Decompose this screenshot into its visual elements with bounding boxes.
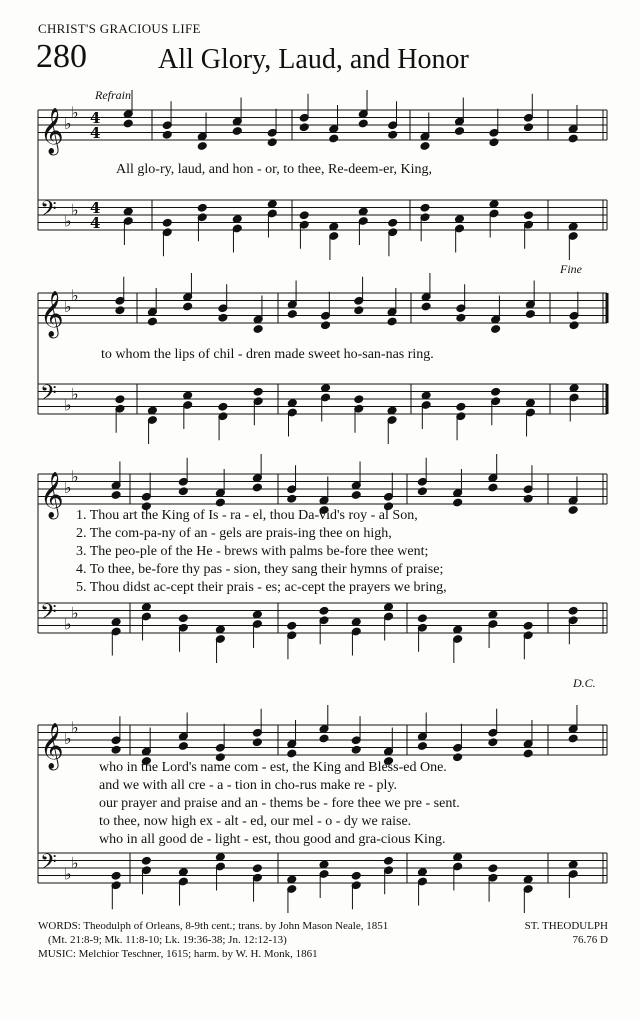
flat-icon: ♭ [64, 729, 72, 748]
note-head [115, 306, 125, 315]
note-head [329, 134, 339, 143]
note-head [387, 317, 397, 326]
flat-icon: ♭ [71, 102, 79, 122]
refrain-lyric-line-2: to whom the lips of chil - dren made sweet ho-san-nas ring. [101, 347, 434, 362]
note-head [178, 614, 188, 623]
verse-1-line-a: 1. Thou art the King of Is - ra - el, thou Da-vid's roy - al Son, [76, 508, 418, 523]
note-head [147, 317, 157, 326]
note-head [218, 402, 228, 411]
flat-icon: ♭ [64, 297, 72, 316]
note-head [568, 606, 578, 615]
note-head [421, 302, 431, 311]
verse-5-line-a: 5. Thou didst ac-cept their prais - es; ac-cept the prayers we bring, [76, 580, 447, 595]
note-head [523, 494, 533, 503]
flat-icon: ♭ [71, 200, 79, 220]
verse-3-line-a: 3. The peo-ple of the He - brews with palms be-fore thee went; [76, 544, 429, 559]
note-head [287, 494, 297, 503]
section-label: CHRIST'S GRACIOUS LIFE [38, 21, 201, 36]
time-signature: 4 [90, 109, 101, 127]
meter: 76.76 D [572, 934, 608, 946]
words-credit: WORDS: Theodulph of Orleans, 8-9th cent.; trans. by John Mason Neale, 1851 [38, 920, 389, 932]
note-head [417, 487, 427, 496]
verse-4-line-b: to thee, now high ex - alt - ed, our mel - o - dy we raise. [99, 814, 412, 829]
scripture-references: (Mt. 21:8-9; Mk. 11:8-10; Lk. 19:36-38; Jn. 12:12-13) [48, 934, 287, 946]
note-head [252, 483, 262, 492]
treble-clef-icon: 𝄞 [40, 472, 64, 518]
treble-clef-icon: 𝄞 [40, 108, 64, 154]
note-head [115, 395, 125, 404]
note-head [351, 745, 361, 754]
verse-3-line-b: our prayer and praise and an - thems be - fore thee we pre - sent. [99, 796, 460, 811]
verse-5-line-b: who in all good de - light - est, thou good and gra-cious King. [99, 832, 446, 847]
note-head [568, 734, 578, 743]
note-head [568, 134, 578, 143]
flat-icon: ♭ [71, 466, 79, 486]
note-head [123, 119, 133, 128]
note-head [162, 130, 172, 139]
note-head [454, 127, 464, 136]
note-head [215, 498, 225, 507]
bass-clef-icon: 𝄢 [40, 197, 57, 227]
note-head [253, 325, 263, 334]
note-head [456, 313, 466, 322]
note-head [111, 871, 121, 880]
note-head [488, 738, 498, 747]
bass-clef-icon: 𝄢 [40, 600, 57, 630]
note-head [253, 387, 263, 396]
note-head [287, 749, 297, 758]
flat-icon: ♭ [64, 478, 72, 497]
note-head [491, 325, 501, 334]
hymn-number: 280 [36, 38, 87, 75]
note-head [183, 302, 193, 311]
note-head [162, 218, 172, 227]
note-head [351, 871, 361, 880]
treble-clef-icon: 𝄞 [40, 723, 64, 769]
flat-icon: ♭ [64, 114, 72, 133]
note-head [354, 395, 364, 404]
note-head [525, 310, 535, 319]
note-head [383, 856, 393, 865]
note-head [141, 856, 151, 865]
note-head [420, 203, 430, 212]
tune-name: ST. THEODULPH [524, 920, 608, 932]
note-head [178, 742, 188, 751]
fine-marking: Fine [560, 262, 582, 276]
note-head [523, 749, 533, 758]
refrain-marking: Refrain [95, 88, 131, 102]
note-head [523, 123, 533, 132]
note-head [111, 491, 121, 500]
flat-icon: ♭ [71, 603, 79, 623]
note-head [420, 142, 430, 151]
note-head [252, 864, 262, 873]
bass-clef-icon: 𝄢 [40, 850, 57, 880]
note-head [287, 621, 297, 630]
note-head [218, 313, 228, 322]
note-head [388, 130, 398, 139]
note-head [354, 306, 364, 315]
note-head [388, 218, 398, 227]
verse-2-line-a: 2. The com-pa-ny of an - gels are prais-ing thee on high, [76, 526, 392, 541]
verse-2-line-b: and we with all cre - a - tion in cho-rus make re - ply. [99, 778, 398, 793]
flat-icon: ♭ [64, 864, 72, 884]
note-head [488, 864, 498, 873]
note-head [111, 745, 121, 754]
note-head [523, 211, 533, 220]
note-head [197, 142, 207, 151]
note-head [319, 734, 329, 743]
hymn-title: All Glory, Laud, and Honor [158, 44, 469, 75]
note-head [299, 211, 309, 220]
flat-icon: ♭ [71, 717, 79, 737]
note-head [488, 483, 498, 492]
time-signature: 4 [90, 199, 101, 217]
note-head [299, 123, 309, 132]
flat-icon: ♭ [71, 384, 79, 404]
note-head [320, 321, 330, 330]
note-head [319, 606, 329, 615]
note-head [358, 119, 368, 128]
flat-icon: ♭ [64, 614, 72, 634]
flat-icon: ♭ [64, 395, 72, 415]
note-head [287, 310, 297, 319]
flat-icon: ♭ [71, 285, 79, 305]
note-head [569, 321, 579, 330]
note-head [178, 487, 188, 496]
note-head [523, 621, 533, 630]
time-signature: 4 [90, 124, 101, 142]
flat-icon: ♭ [71, 853, 79, 873]
note-head [489, 138, 499, 147]
note-head [197, 203, 207, 212]
note-head [456, 402, 466, 411]
note-head [351, 491, 361, 500]
verse-4-line-a: 4. To thee, be-fore thy pas - sion, they sang their hymns of praise; [76, 562, 444, 577]
note-head [417, 614, 427, 623]
note-head [252, 738, 262, 747]
note-head [417, 742, 427, 751]
time-signature: 4 [90, 214, 101, 232]
treble-clef-icon: 𝄞 [40, 291, 64, 337]
verse-1-line-b: who in the Lord's name com - est, the King and Bless-ed One. [99, 760, 447, 775]
note-head [232, 127, 242, 136]
note-head [491, 387, 501, 396]
bass-clef-icon: 𝄢 [40, 381, 57, 411]
refrain-lyric-line-1: All glo-ry, laud, and hon - or, to thee, Re-deem-er, King, [116, 162, 432, 177]
note-head [267, 138, 277, 147]
flat-icon: ♭ [64, 211, 72, 231]
music-credit: MUSIC: Melchior Teschner, 1615; harm. by W. H. Monk, 1861 [38, 948, 318, 960]
note-head [453, 498, 463, 507]
dc-marking: D.C. [573, 676, 596, 690]
